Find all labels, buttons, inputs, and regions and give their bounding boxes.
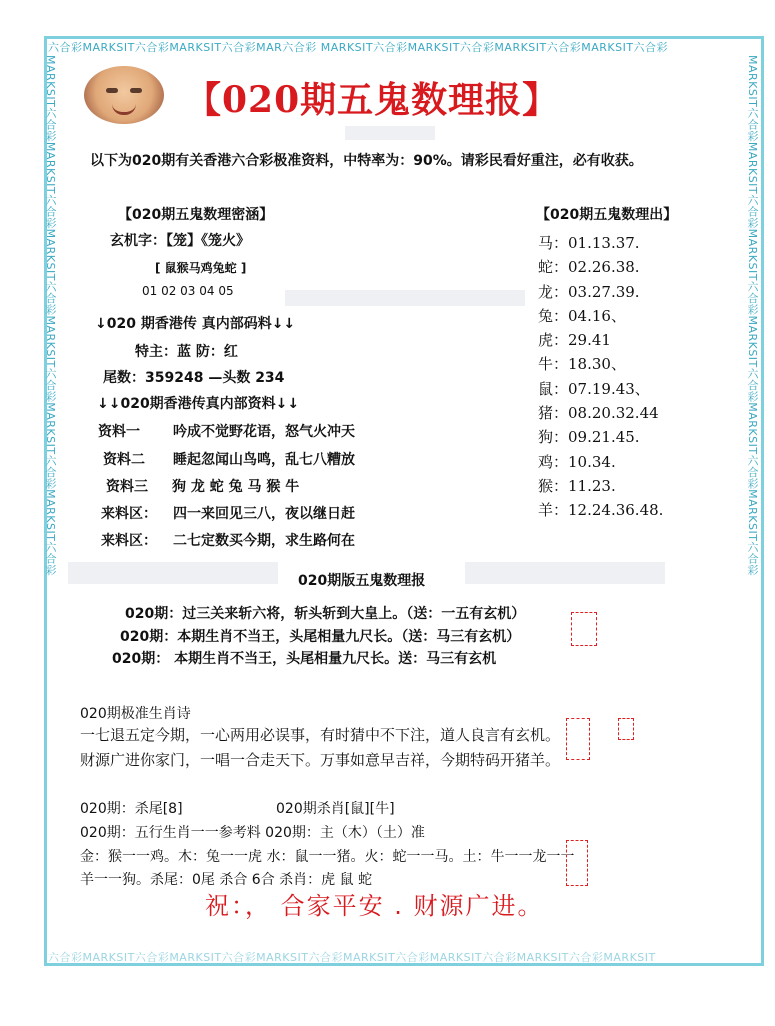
red-stamp-mark [566,718,590,760]
kill-line-1b: 020期杀肖[鼠][牛] [276,801,395,817]
ziliao-label: 来料区： [101,533,157,549]
kill-line-4: 羊一一狗。杀尾：0尾 杀合 6合 杀肖：虎 鼠 蛇 [80,872,373,888]
page-title: 【020期五鬼数理报】 [185,79,560,121]
intro-paragraph: 以下为020期有关香港六合彩极准资料，中特率为：90%。请彩民看好重注，必有收获。 [90,153,643,169]
ziliao-text: 吟成不觉野花语，怒气火冲天 [173,424,355,440]
ziliao-text: 二七定数买今期，求生路何在 [173,533,355,549]
scan-artifact [285,290,525,306]
ziliao-label: 资料三 [106,479,148,495]
tezhu-line: 特主：蓝 防：红 [135,344,238,360]
zodiac-row: 鼠：07.19.43、 [538,379,650,398]
red-stamp-mark [571,612,597,646]
section2-line: 020期： 本期生肖不当王，头尾相量九尺长。送：马三有玄机 [112,651,497,667]
weishu-line: 尾数：359248 —头数 234 [103,370,285,386]
arrow-title-1: ↓020 期香港传 真内部码料↓↓ [95,316,296,332]
arrow-title-2: ↓↓020期香港传真内部资料↓↓ [97,396,300,412]
xuanji-line: 玄机字：【笼】《笼火》 [110,233,250,249]
zodiac-row: 狗：09.21.45. [538,428,640,447]
ziliao-label: 来料区： [101,506,157,522]
kill-line-3: 金：猴一一鸡。木：兔一一虎 水：鼠一一猪。火：蛇一一马。土：牛一一龙一一 [80,849,575,865]
zodiac-row: 虎：29.41 [538,331,611,350]
poem-title: 020期极准生肖诗 [80,706,191,722]
ziliao-label: 资料一 [98,424,140,440]
kill-line-2: 020期：五行生肖一一参考料 020期：主（木）（土）准 [80,825,425,841]
section2-line: 020期：本期生肖不当王，头尾相量九尺长。（送：马三有玄机） [120,629,521,645]
zodiac-row: 羊：12.24.36.48. [538,501,664,520]
scan-artifact [465,562,665,584]
ziliao-text: 四一来回见三八，夜以继日赶 [173,506,355,522]
ziliao-text: 睡起忽闻山鸟鸣，乱七八糟放 [173,452,355,468]
greeting-banner: 祝：， 合家平安 . 财源广进。 [205,892,544,920]
zodiac-row: 猴：11.23. [538,476,616,495]
scan-artifact [68,562,278,584]
red-stamp-mark [618,718,634,740]
zodiac-row: 鸡：10.34. [538,452,616,471]
scan-artifact [345,126,435,140]
zodiac-row: 牛：18.30、 [538,355,626,374]
zodiac-row: 龙：03.27.39. [538,282,640,301]
ziliao-text: 狗 龙 蛇 兔 马 猴 牛 [172,479,300,495]
avatar-portrait [84,66,164,124]
section2-line: 020期：过三关来斩六将，斩头斩到大皇上。（送：一五有玄机） [125,606,526,622]
zodiac-row: 蛇：02.26.38. [538,258,640,277]
zodiac-row: 猪：08.20.32.44 [538,404,659,423]
border-left-watermark: MARKSIT六合彩MARKSIT六合彩MARKSIT六合彩MARKSIT六合彩MARKSIT六合彩MARKSIT六合彩 [44,55,57,576]
border-right-watermark: MARKSIT六合彩MARKSIT六合彩MARKSIT六合彩MARKSIT六合彩MARKSIT六合彩MARKSIT六合彩 [746,55,759,576]
ziliao-label: 资料二 [103,452,145,468]
poem-line-1: 一七退五定今期，一心两用必误事，有时猜中不下注，道人良言有玄机。 [80,726,561,744]
poem-line-2: 财源广进你家门，一唱一合走天下。万事如意早吉祥，今期特码开猪羊。 [80,751,561,769]
red-stamp-mark [566,840,588,886]
kill-line-1a: 020期：杀尾[8] [80,801,183,817]
right-section-title: 【020期五鬼数理出】 [536,207,678,223]
zodiac-number-list [538,232,663,524]
border-bottom-watermark: 六合彩MARKSIT六合彩MARKSIT六合彩MARKSIT六合彩MARKSIT六合彩MARKSIT六合彩MARKSIT六合彩MARKSIT [48,951,656,963]
zodiac-row: 马：01.13.37. [538,234,640,252]
section1-title: 【020期五鬼数理密涵】 [118,207,274,223]
border-top-watermark: 六合彩MARKSIT六合彩MARKSIT六合彩MAR六合彩 MARKSIT六合彩MARKSIT六合彩MARKSIT六合彩MARKSIT六合彩 [48,41,669,53]
section2-title: 020期版五鬼数理报 [298,573,426,589]
animals-line: [ 鼠猴马鸡兔蛇 ] [155,261,247,275]
zodiac-row: 兔：04.16、 [538,306,626,325]
numbers-line: 01 02 03 04 05 [142,284,234,298]
